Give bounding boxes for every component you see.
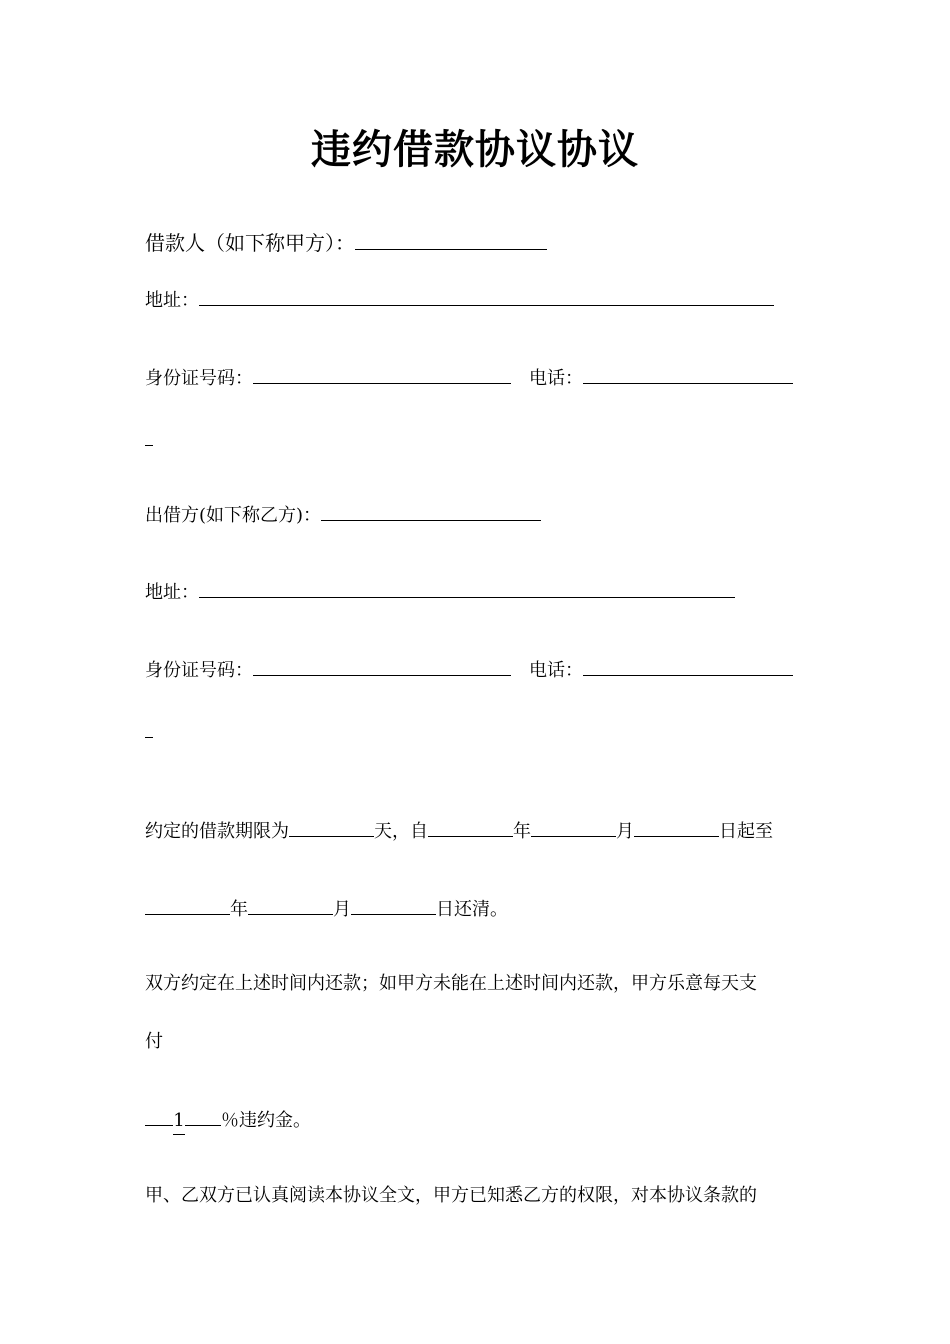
start-day-blank[interactable]	[634, 816, 719, 837]
lender-id-blank[interactable]	[253, 655, 511, 676]
penalty-text-1: 双方约定在上述时间内还款；如甲方未能在上述时间内还款，甲方乐意每天支	[145, 973, 757, 994]
lender-id-phone-line	[145, 655, 793, 684]
end-year-blank[interactable]	[145, 894, 230, 915]
rate-blank-left	[145, 1105, 173, 1126]
loan-term-line-2	[145, 894, 508, 923]
lender-phone-blank[interactable]	[583, 655, 793, 676]
lender-address-blank[interactable]	[199, 577, 735, 598]
penalty-rate-value[interactable]: 1	[173, 1108, 185, 1135]
borrower-id-phone-line	[145, 363, 793, 392]
penalty-rate-suffix: ％违约金。	[221, 1110, 311, 1131]
start-month-unit: 月	[616, 821, 634, 842]
term-days-blank[interactable]	[289, 816, 374, 837]
borrower-phone-overflow	[145, 425, 153, 454]
acknowledgement-line-1	[145, 1183, 757, 1209]
borrower-name-line	[145, 229, 547, 256]
borrower-address-label: 地址：	[145, 290, 199, 311]
end-day-blank[interactable]	[351, 894, 436, 915]
borrower-name-blank[interactable]	[355, 229, 547, 250]
lender-phone-blank-continuation	[145, 717, 153, 738]
lender-label: 出借方(如下称乙方)：	[145, 505, 322, 526]
borrower-id-label: 身份证号码：	[145, 368, 253, 389]
borrower-label: 借款人（如下称甲方）：	[145, 231, 355, 255]
start-month-blank[interactable]	[531, 816, 616, 837]
end-month-unit: 月	[333, 899, 351, 920]
borrower-phone-label: 电话：	[529, 368, 583, 389]
loan-term-line-1	[145, 816, 773, 845]
penalty-text-line-2	[145, 1029, 163, 1055]
lender-id-label: 身份证号码：	[145, 660, 253, 681]
start-year-blank[interactable]	[428, 816, 513, 837]
lender-name-blank[interactable]	[321, 500, 541, 521]
penalty-text-2: 付	[145, 1031, 163, 1052]
lender-address-label: 地址：	[145, 582, 199, 603]
borrower-address-line	[145, 285, 774, 314]
start-year-unit: 年	[513, 821, 531, 842]
borrower-phone-blank[interactable]	[583, 363, 793, 384]
lender-phone-overflow	[145, 717, 153, 746]
penalty-rate-line	[145, 1105, 311, 1135]
term-prefix: 约定的借款期限为	[145, 821, 289, 842]
acknowledgement-text-1: 甲、乙双方已认真阅读本协议全文，甲方已知悉乙方的权限，对本协议条款的	[145, 1185, 757, 1206]
term-day-unit: 天，自	[374, 821, 428, 842]
borrower-phone-blank-continuation	[145, 425, 153, 446]
lender-name-line	[145, 500, 541, 529]
end-year-unit: 年	[230, 899, 248, 920]
end-suffix: 日还清。	[436, 899, 508, 920]
lender-address-line	[145, 577, 735, 606]
document-title: 违约借款协议协议	[311, 127, 639, 173]
borrower-id-blank[interactable]	[253, 363, 511, 384]
lender-phone-label: 电话：	[529, 660, 583, 681]
start-suffix: 日起至	[719, 821, 773, 842]
borrower-address-blank[interactable]	[199, 285, 774, 306]
penalty-text-line-1	[145, 971, 757, 997]
rate-blank-right	[185, 1105, 221, 1126]
end-month-blank[interactable]	[248, 894, 333, 915]
